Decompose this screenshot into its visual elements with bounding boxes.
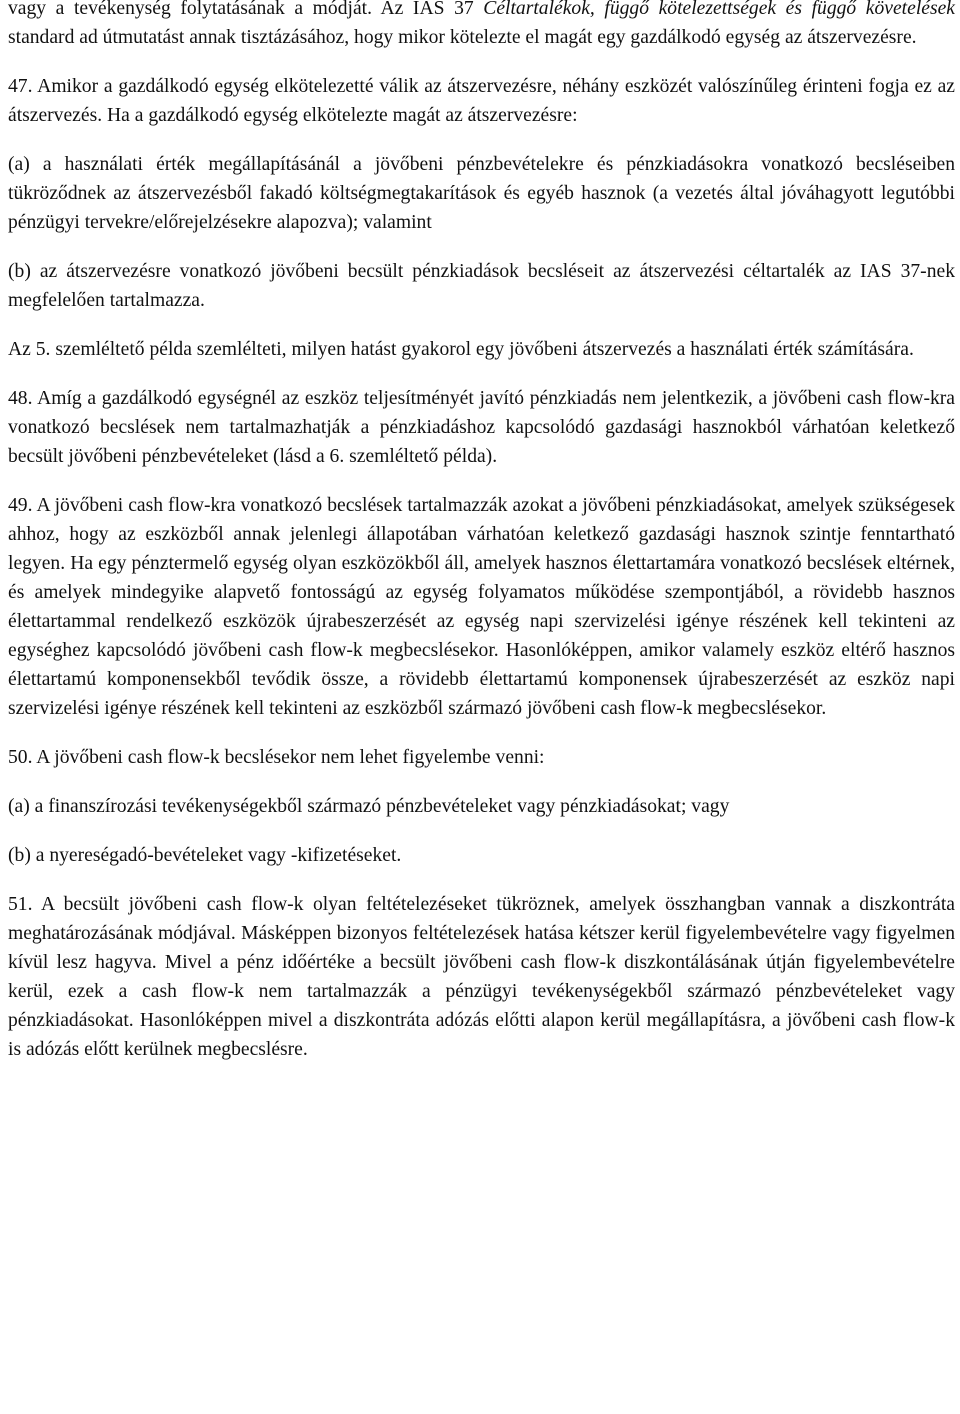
paragraph-51: 51. A becsült jövőbeni cash flow-k olyan feltételezéseket tükröznek, amelyek összhangban vannak a diszkontráta meghatározásának módjával. Másképpen bizonyos feltételezések hatása kétszer kerül figyelembevételre vagy figyelmen kívül lesz hagyva. Mivel a pénz időértéke a becsült jövőbeni cash flow-k diszkontálásának útján figyelembevételre kerül, ezek a cash flow-k nem tartalmazzák a pénzügyi tevékenységekből származó pénzbevételeket vagy pénzkiadásokat. Hasonlóképpen mivel a diszkontráta adózás előtti alapon kerül megállapításra, a jövőbeni cash flow-k is adózás előtt kerülnek megbecslésre. (8, 894, 955, 1060)
paragraph-49: 49. A jövőbeni cash flow-kra vonatkozó becslések tartalmazzák azokat a jövőbeni pénzkiadásokat, amelyek szükségesek ahhoz, hogy az eszközből annak jelenlegi állapotában várhatóan keletkező gazdasági hasznok szintje fenntartható legyen. Ha egy pénztermelő egység olyan eszközökből áll, amelyek hasznos élettartamára vonatkozó becslések eltérnek, és amelyek mindegyike alapvető fontosságú az egység folyamatos működése szempontjából, a rövidebb hasznos élettartammal rendelkező eszközök újrabeszerzését az egység napi szervizelési igénye részének kell tekinteni az egységhez kapcsolódó jövőbeni cash flow-k megbecslésekor. Hasonlóképpen, amikor valamely eszköz eltérő hasznos élettartamú komponensekből tevődik össze, a rövidebb élettartamú komponensek újrabeszerzését az eszköz napi szervizelési igénye részének kell tekinteni az eszközből származó jövőbeni cash flow-k megbecslésekor. (8, 495, 955, 719)
paragraph-47-item-a: (a) a használati érték megállapításánál a jövőbeni pénzbevételekre és pénzkiadásokra vonatkozó becsléseiben tükröződnek az átszervezésből fakadó költségmegtakarítások és egyéb hasznok (a vezetés által jóváhagyott legutóbbi pénzügyi tervekre/előrejelzésekre alapozva); valamint (8, 154, 955, 233)
paragraph-50-item-b: (b) a nyereségadó-bevételeket vagy -kifizetéseket. (8, 845, 402, 866)
paragraph-example-5-note: Az 5. szemléltető példa szemlélteti, milyen hatást gyakorol egy jövőbeni átszervezés a használati érték számítására. (8, 339, 914, 360)
document-page (8, 0, 955, 1064)
paragraph-intro-text-before: vagy a tevékenység folytatásának a módját. Az IAS 37 (8, 0, 484, 19)
paragraph-intro-text-after: standard ad útmutatást annak tisztázásához, hogy mikor kötelezte el magát egy gazdálkodó egység az átszervezésre. (8, 27, 917, 48)
paragraph-50: 50. A jövőbeni cash flow-k becslésekor nem lehet figyelembe venni: (8, 747, 545, 768)
paragraph-47: 47. Amikor a gazdálkodó egység elkötelezetté válik az átszervezésre, néhány eszközét valószínűleg érinteni fogja ez az átszervezés. Ha a gazdálkodó egység elkötelezte magát az átszervezésre: (8, 76, 955, 126)
paragraph-48: 48. Amíg a gazdálkodó egységnél az eszköz teljesítményét javító pénzkiadás nem jelentkezik, a jövőbeni cash flow-kra vonatkozó becslések nem tartalmazhatják a pénzkiadáshoz kapcsolódó gazdasági hasznokból várhatóan keletkező becsült jövőbeni pénzbevételeket (lásd a 6. szemléltető példa). (8, 388, 955, 467)
paragraph-50-item-a: (a) a finanszírozási tevékenységekből származó pénzbevételeket vagy pénzkiadásokat; vagy (8, 796, 730, 817)
paragraph-47-item-b: (b) az átszervezésre vonatkozó jövőbeni becsült pénzkiadások becsléseit az átszervezési céltartalék az IAS 37-nek megfelelően tartalmazza. (8, 261, 955, 311)
paragraph-intro (8, 0, 955, 52)
standard-title: Céltartalékok, függő kötelezettségek és függő követelések (483, 0, 955, 19)
